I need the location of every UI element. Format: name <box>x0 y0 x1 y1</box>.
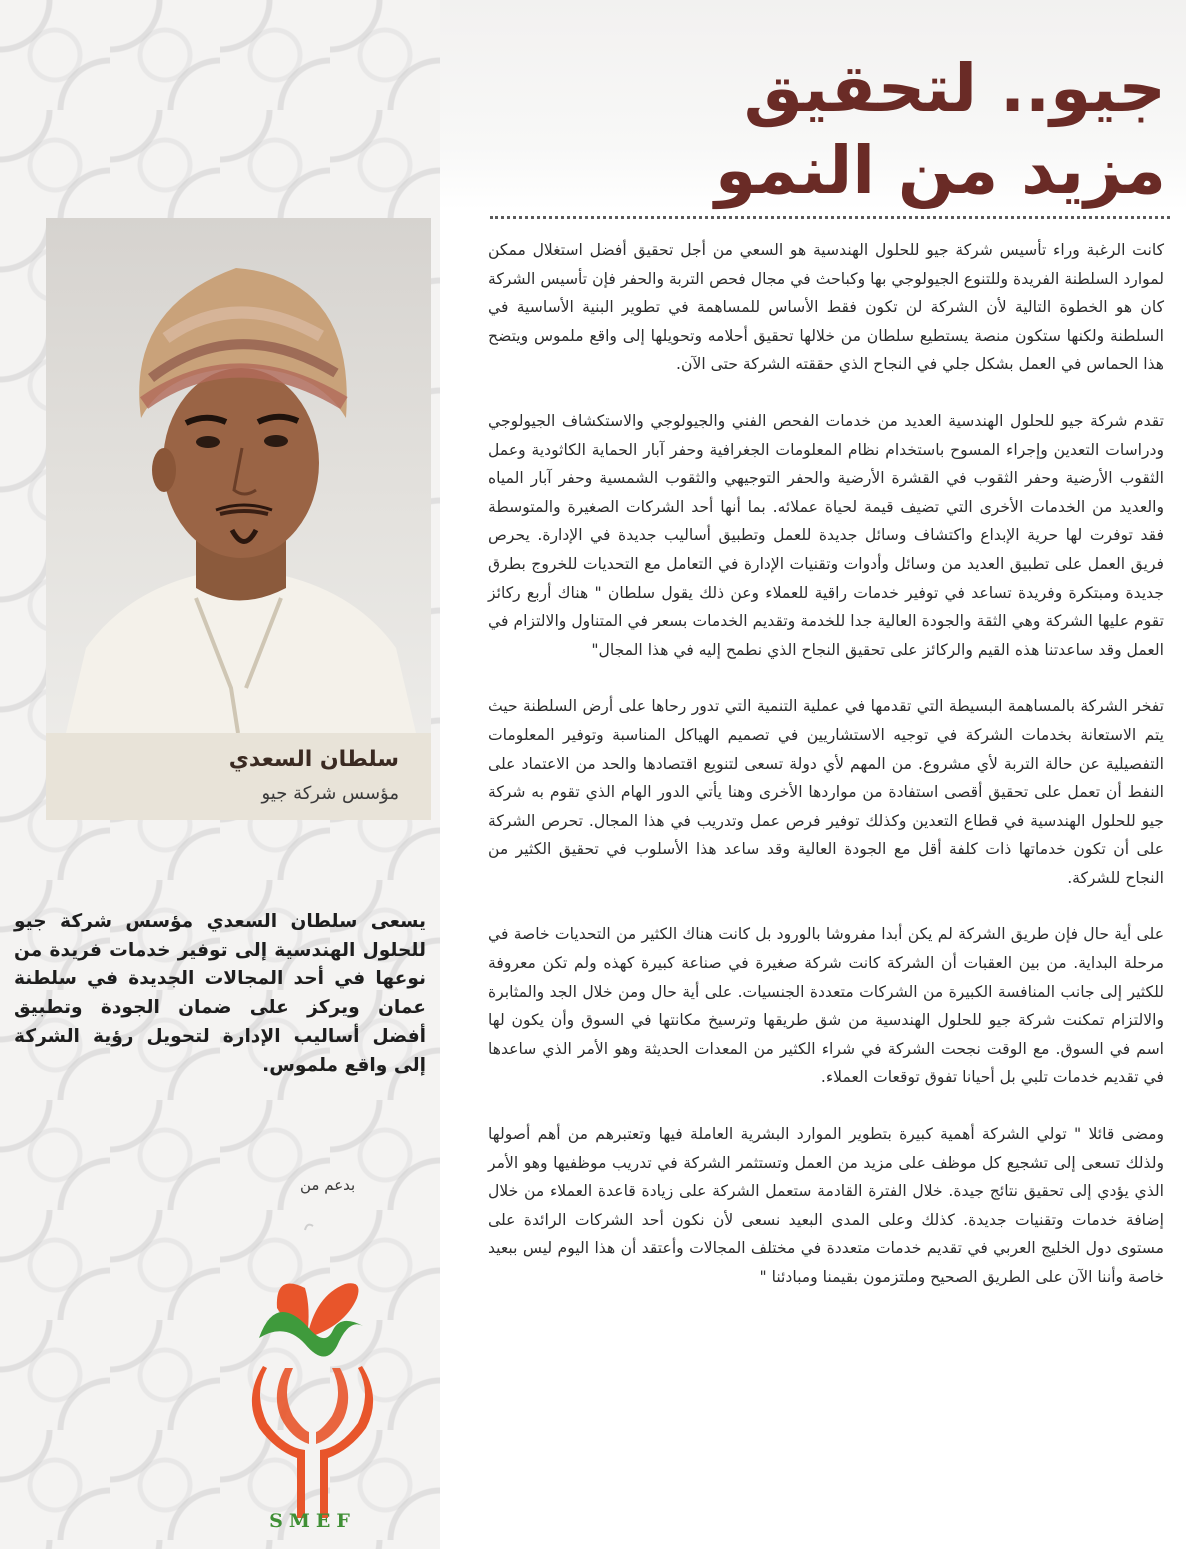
logo-leaf-right <box>307 1283 359 1338</box>
photo-caption <box>46 733 431 820</box>
title-line-1: جيو.. لتحقيق <box>743 50 1166 127</box>
smef-logo-graphic <box>245 1218 380 1538</box>
logo-green-arc <box>259 1312 363 1356</box>
person-name: سلطان السعدي <box>228 747 399 772</box>
logo-text: SMEF <box>269 1510 356 1532</box>
article-paragraph: تفخر الشركة بالمساهمة البسيطة التي تقدمها في عملية التنمية التي تدور رحاها على أرض السلطنة حيث يتم الاستعانة بخدمات الشركة في توجيه الاستشاريين في تصميم الهياكل المناسبة وتوفير المعلومات التفصيلية عن حالة التربة لأي مشروع. من المهم لأي دولة تسعى لتنويع اقتصادها والحد من الاعتماد على النفط أن تعمل على تحقيق أقصى استفادة من مواردها الأخرى وهنا يأتي الدور الهام الذي تقوم به شركة جيو للحلول الهندسية في قطاع التعدين وكذلك توفير فرص عمل وتدريب في هذا المجال. تحرص الشركة على أن تكون خدماتها ذات كلفة أقل مع الجودة العالية وقد ساعد هذا الأسلوب في تحقيق الكثير من النجاح للشركة. <box>488 697 1164 887</box>
eye-left <box>196 436 220 448</box>
pull-quote: يسعى سلطان السعدي مؤسس شركة جيو للحلول الهندسية إلى توفير خدمات فريدة من نوعها في أحد المجالات الجديدة في سلطنة عمان ويركز على ضمان الجودة وتطبيق أفضل أساليب الإدارة لتحويل رؤية الشركة إلى واقع ملموس. <box>14 911 426 1076</box>
article-paragraph: تقدم شركة جيو للحلول الهندسية العديد من خدمات الفحص الفني والجيولوجي والاستكشاف الجيولوجي ودراسات التعدين وإجراء المسوح باستخدام نظام المعلومات الجغرافية وحفر آبار الحماية الكاثودية وعمل الثقوب الأرضية وحفر الثقوب في القشرة الأرضية والحفر التوجيهي والثقوب الشمسية وحفر آبار المياه والعديد من الخدمات الأخرى التي تضيف قيمة لحياة عملائه. بما أنها أحد الشركات الصغيرة والمتوسطة فقد توفرت لها حرية الإبداع واكتشاف وسائل جديدة للعمل وتطبيق أساليب جديدة في الإدارة. يحرص فريق العمل على تطبيق العديد من وسائل وأدوات وتقنيات الإدارة في التعامل مع التحديات للخروج بطرق جديدة ومبتكرة وفريدة تساعد في توفير خدمات راقية للعملاء وعن ذلك يقول سلطان " هناك أربع ركائز تقوم عليها الشركة وهي الثقة والجودة العالية جدا للخدمة وتقديم الخدمات بسعر في المتناول والالتزام في العمل وقد ساعدتنا هذه القيم والركائز على تحقيق النجاح الذي نطمح إليه في هذا المجال" <box>488 411 1164 659</box>
ear <box>152 448 176 492</box>
portrait-illustration <box>46 218 431 733</box>
article-paragraph: كانت الرغبة وراء تأسيس شركة جيو للحلول الهندسية هو السعي من أجل تحقيق أفضل استغلال ممكن لموارد السلطنة الفريدة وللتنوع الجيولوجي بها وكباحث في مجال فحص التربة والحفر فإن تأسيس الشركة كان هو الخطوة التالية لأن الشركة لن تكون فقط الأساس للمساهمة في تطوير البنية الأساسية في السلطنة ولكنها ستكون منصة يستطيع سلطان من خلالها تحقيق أحلامه وتحويلها إلى واقع ملموس ويتضح هذا الحماس في العمل بشكل جلي في النجاح الذي حققته الشركة حتى الآن. <box>488 241 1164 374</box>
page-title <box>466 48 1166 212</box>
article-body <box>488 236 1164 1320</box>
dotted-divider <box>490 216 1170 219</box>
support-label: بدعم من <box>300 1176 356 1194</box>
article-paragraph: على أية حال فإن طريق الشركة لم يكن أبدا مفروشا بالورود بل كانت هناك الكثير من التحديات خاصة في مرحلة البداية. من بين العقبات أن الشركة كانت شركة صغيرة في صناعة كبيرة كهذه ولم تكن معروفة للكثير إلى جانب المنافسة الكبيرة من الشركات متعددة الجنسيات. على أية حال ومن خلال الجد والمثابرة والالتزام تمكنت شركة جيو للحلول الهندسية من شق طريقها وترسيخ مكانتها في السوق وأن يكون لها اسم في السوق. مع الوقت نجحت الشركة في شراء الكثير من المعدات الحديثة وهو الأمر الذي ساعدها في تقديم خدمات تلبي بل أحيانا تفوق توقعات العملاء. <box>488 925 1164 1087</box>
title-line-2: مزيد من النمو <box>714 132 1166 209</box>
article-paragraph: ومضى قائلا " تولي الشركة أهمية كبيرة بتطوير الموارد البشرية العاملة فيها وتعتبرهم من أهم أصولها ولذلك تسعى إلى تشجيع كل موظف على مزيد من العمل وتستثمر الشركة في تدريب موظفيها وهو الأمر الذي يؤدي إلى تحقيق نتائج جيدة. خلال الفترة القادمة ستعمل الشركة على زيادة قاعدة العملاء من خلال إضافة خدمات وتقنيات جديدة. كذلك وعلى المدى البعيد نسعى لأن نكون أحد الشركات الرائدة على مستوى دول الخليج العربي في تقديم خدمات متعددة في مختلف المجالات وأعتقد أن هذا اليوم ليس ببعيد خاصة وأننا الآن على الطريق الصحيح وملتزمون بقيمنا ومبادئنا " <box>488 1125 1164 1286</box>
person-role: مؤسس شركة جيو <box>261 783 399 804</box>
face <box>163 368 319 558</box>
portrait-photo <box>46 218 431 733</box>
eye-right <box>264 435 288 447</box>
smef-logo <box>245 1218 380 1538</box>
